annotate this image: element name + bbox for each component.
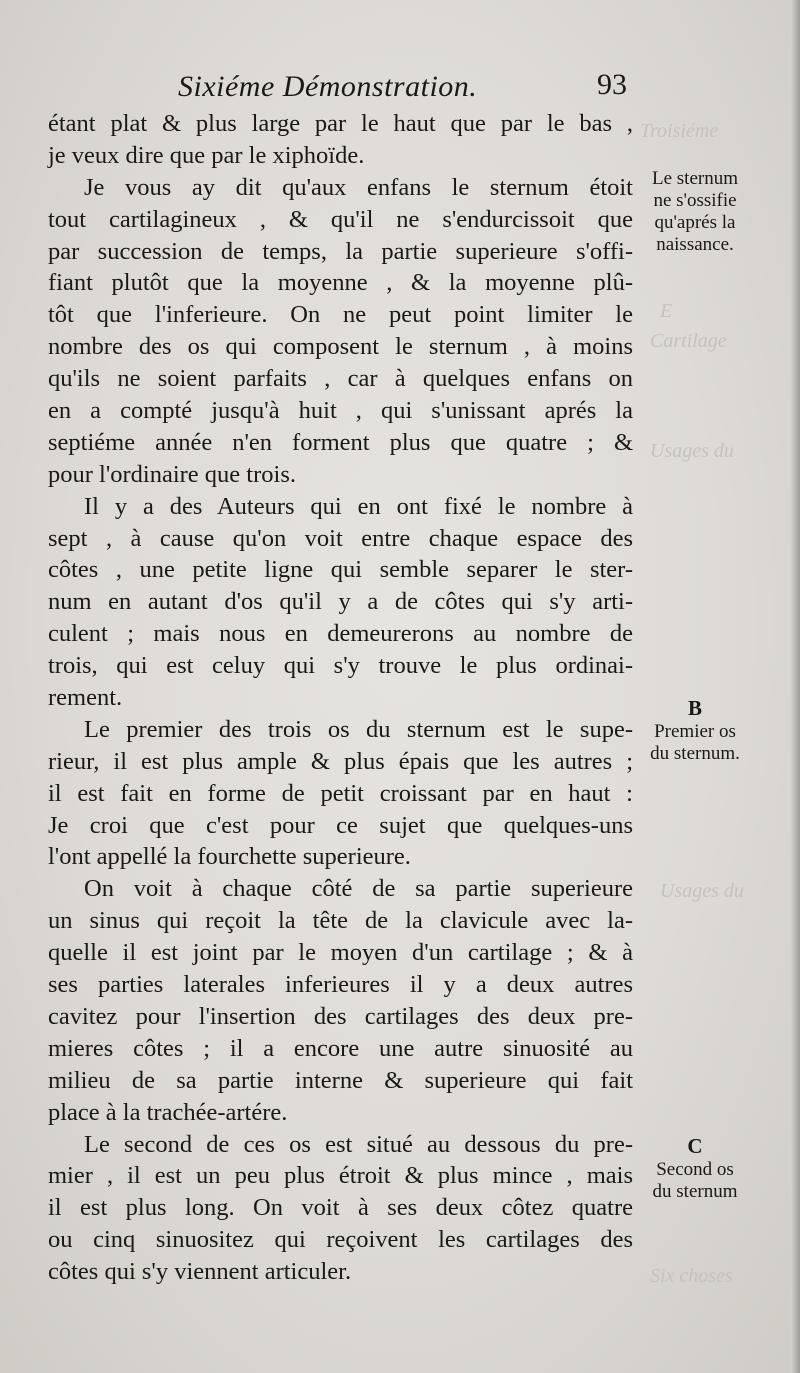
margin-note-line: Premier os <box>654 721 736 742</box>
bleed-through-text: Cartilage <box>650 330 727 352</box>
text-line: Le second de ces os est situé au dessous du pre- <box>84 1130 633 1158</box>
margin-letter: C <box>687 1134 703 1158</box>
text-line: ou cinq sinuositez qui reçoivent les cartilages des <box>48 1226 633 1254</box>
text-line: milieu de sa partie interne & superieure qui fait <box>48 1066 633 1094</box>
text-line: num en autant d'os qu'il y a de côtes qui s'y arti- <box>48 588 633 616</box>
margin-note-line: qu'aprés la <box>654 212 736 233</box>
text-line: côtes , une petite ligne qui semble separer le ster- <box>48 556 633 584</box>
margin-letter: B <box>687 696 702 720</box>
text-line: cavitez pour l'insertion des cartilages des deux pre- <box>48 1002 633 1030</box>
text-line: l'ont appellé la fourchette superieure. <box>48 843 411 871</box>
text-line: culent ; mais nous en demeurerons au nombre de <box>48 620 633 648</box>
text-line: On voit à chaque côté de sa partie superieure <box>84 875 633 903</box>
text-line: rement. <box>48 684 123 712</box>
bleed-through-text: Six choses <box>650 1265 733 1287</box>
text-line: septiéme année n'en forment plus que quatre ; & <box>48 428 633 456</box>
text-line: ses parties laterales inferieures il y a deux autres <box>48 971 633 999</box>
margin-note-sternum-ossification <box>634 168 756 256</box>
text-line: qu'ils ne soient parfaits , car à quelques enfans on <box>48 365 633 393</box>
text-line: pour l'ordinaire que trois. <box>48 460 296 488</box>
margin-note-line: du sternum. <box>650 743 740 764</box>
text-line: il est plus long. On voit à ses deux côtez quatre <box>48 1194 633 1222</box>
text-line: Je vous ay dit qu'aux enfans le sternum étoit <box>84 173 633 201</box>
bleed-through-text: E <box>660 300 673 322</box>
page-number: 93 <box>597 68 627 101</box>
text-line: trois, qui est celuy qui s'y trouve le plus ordinai- <box>48 652 633 680</box>
text-line: il est fait en forme de petit croissant par en haut : <box>48 779 633 807</box>
running-title: Sixiéme Démonstration. <box>178 70 478 103</box>
text-line: tout cartilagineux , & qu'il ne s'endurcissoit que <box>48 205 633 233</box>
margin-note-line: naissance. <box>656 234 734 255</box>
text-line: rieur, il est plus ample & plus épais que les autres ; <box>48 747 633 775</box>
text-line: Le premier des trois os du sternum est le supe- <box>84 715 633 743</box>
text-line: en a compté jusqu'à huit , qui s'unissant aprés la <box>48 397 633 425</box>
text-line: mier , il est un peu plus étroit & plus mince , mais <box>48 1162 633 1190</box>
text-line: Il y a des Auteurs qui en ont fixé le nombre à <box>84 492 633 520</box>
text-line: je veux dire que par le xiphoïde. <box>48 141 365 169</box>
bleed-through-text: Troisiéme <box>640 120 719 142</box>
margin-note-line: Le sternum <box>651 168 738 189</box>
main-text-column <box>48 108 633 1288</box>
text-line: nombre des os qui composent le sternum , à moins <box>48 333 633 361</box>
running-header <box>48 68 633 108</box>
text-line: place à la trachée-artére. <box>48 1098 288 1126</box>
text-line: par succession de temps, la partie superieure s'offi- <box>48 237 633 265</box>
bleed-through-text: Usages du <box>660 880 744 902</box>
text-line: fiant plutôt que la moyenne , & la moyenne plû- <box>48 269 633 297</box>
page-edge-shadow <box>790 0 800 1373</box>
text-line: tôt que l'inferieure. On ne peut point limiter le <box>48 301 633 329</box>
margin-note-line: du sternum <box>652 1181 738 1202</box>
margin-note-line: Second os <box>656 1159 734 1180</box>
text-line: mieres côtes ; il a encore une autre sinuosité au <box>48 1034 633 1062</box>
margin-note-second-os <box>634 1133 756 1203</box>
text-line: étant plat & plus large par le haut que par le bas , <box>48 110 633 137</box>
margin-note-line: ne s'ossifie <box>653 190 737 211</box>
text-line: un sinus qui reçoit la tête de la clavicule avec la- <box>48 907 633 935</box>
margin-note-premier-os <box>634 695 756 765</box>
text-line: côtes qui s'y viennent articuler. <box>48 1258 352 1286</box>
bleed-through-text: Usages du <box>650 440 734 462</box>
text-line: Je croi que c'est pour ce sujet que quelques-uns <box>48 811 633 839</box>
text-line: sept , à cause qu'on voit entre chaque espace des <box>48 524 633 552</box>
text-line: quelle il est joint par le moyen d'un cartilage ; & à <box>48 939 633 967</box>
